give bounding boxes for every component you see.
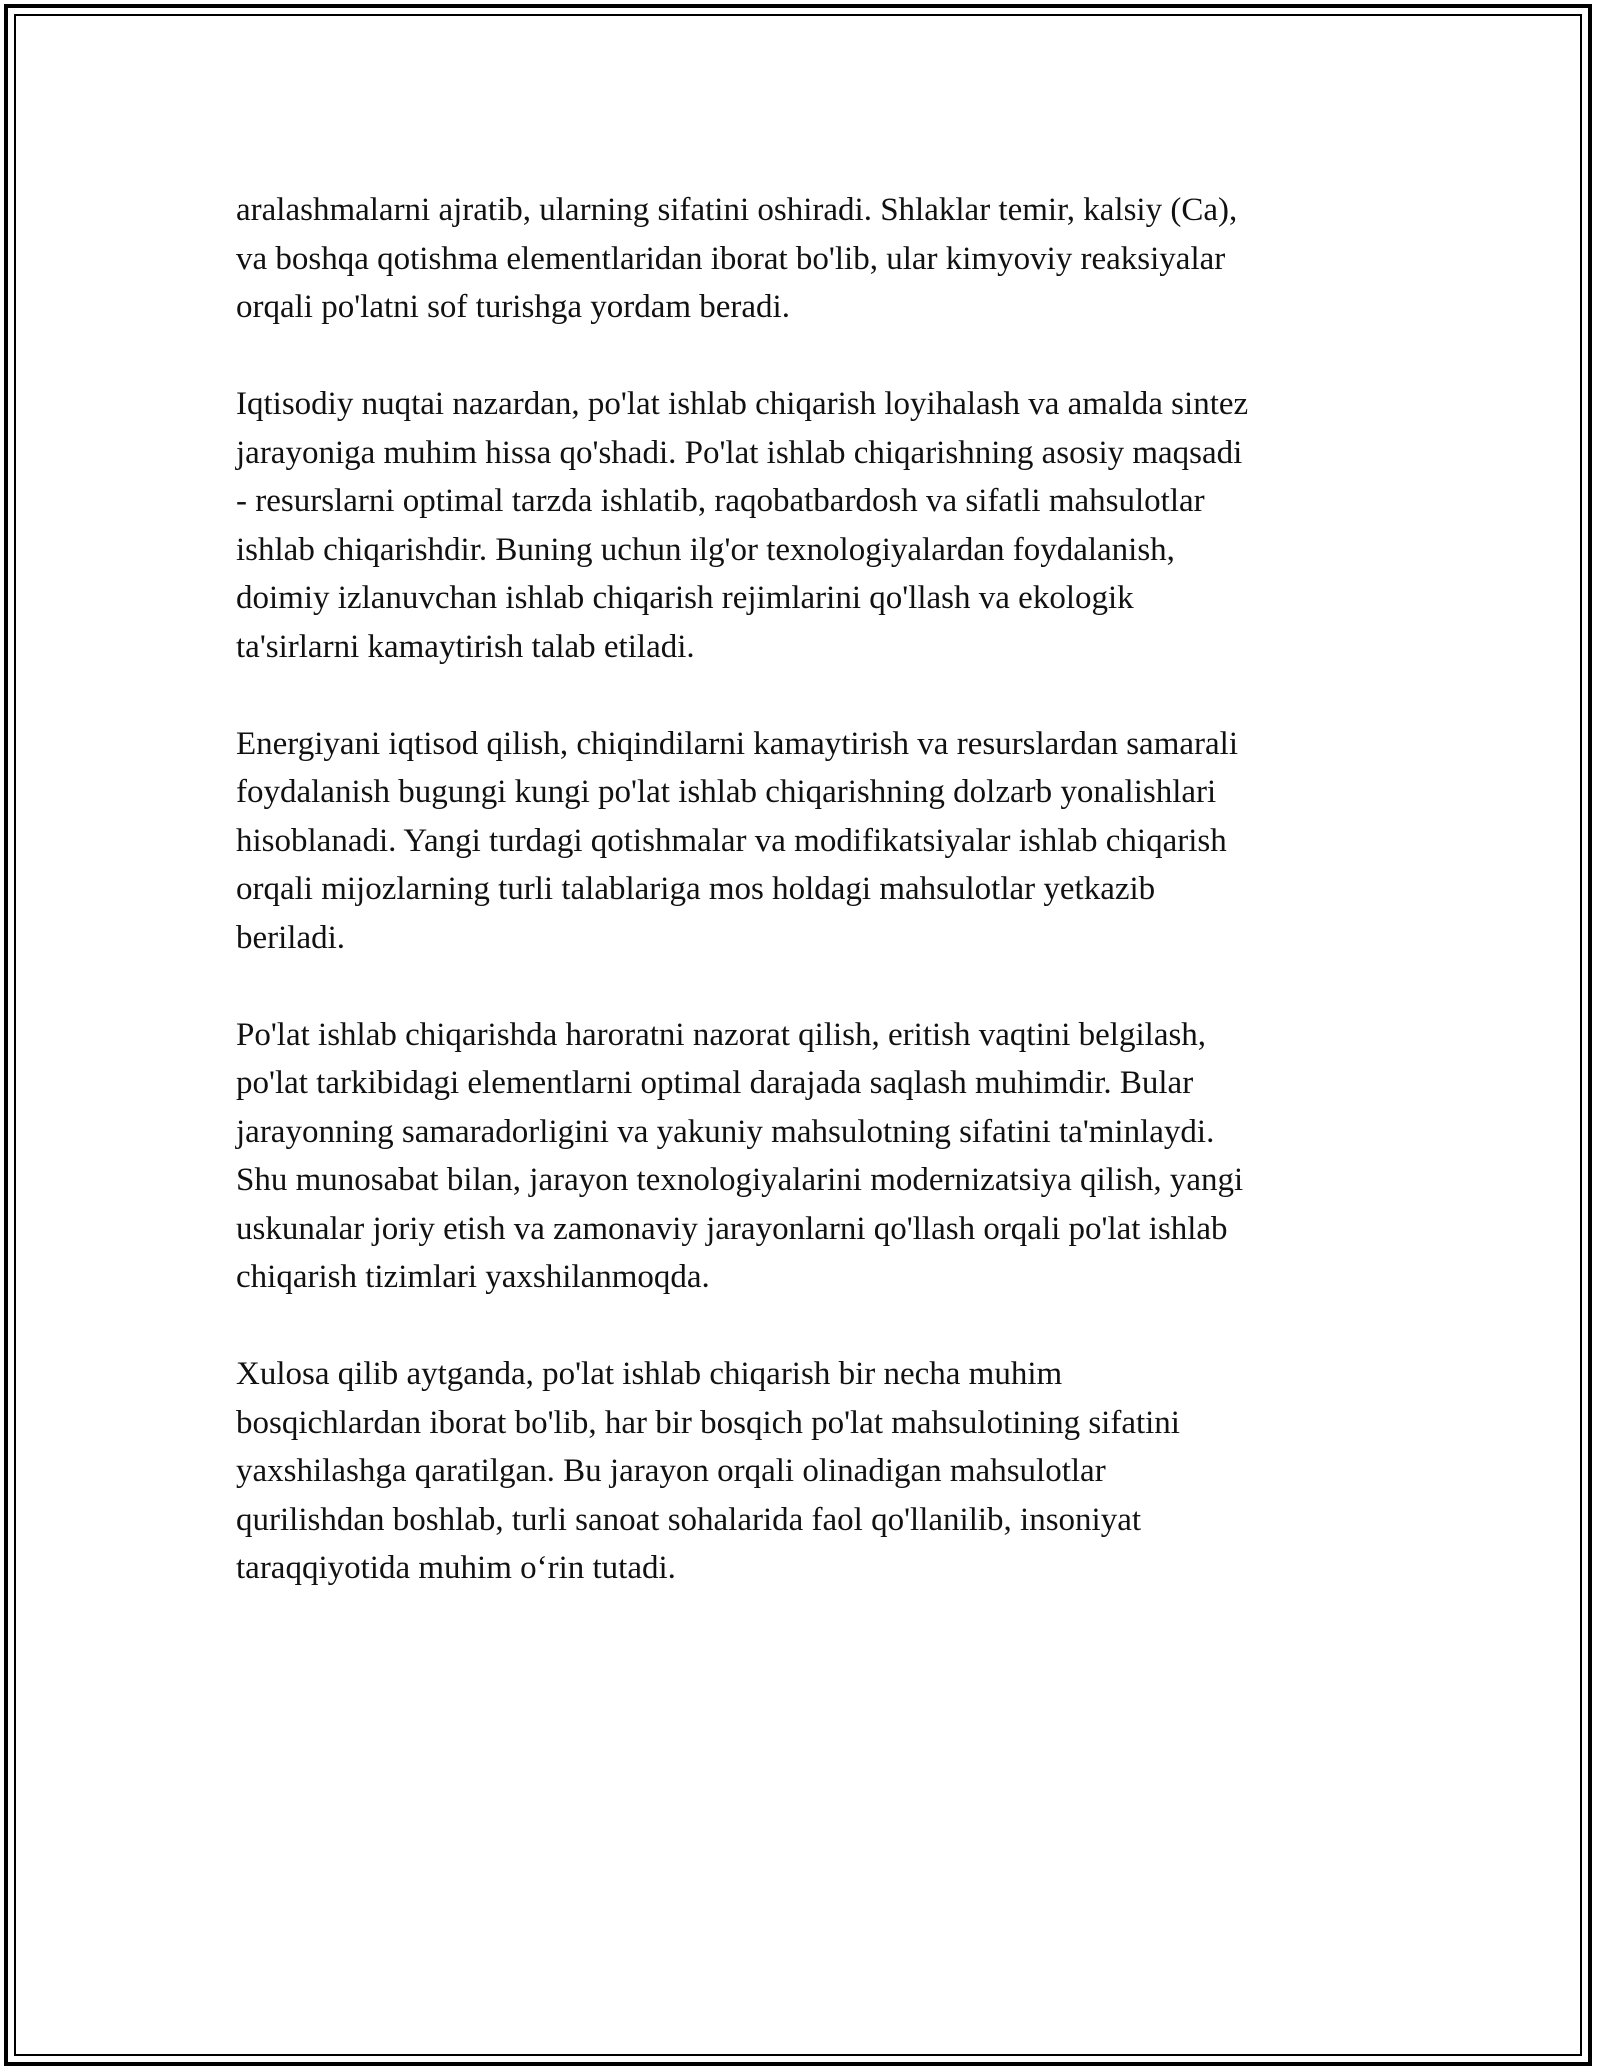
paragraph-conclusion: Xulosa qilib aytganda, po'lat ishlab chiqarish bir necha muhim bosqichlardan iborat bo'lib, har bir bosqich po'lat mahsulotining sifatini yaxshilashga qaratilgan. Bu jarayon orqali olinadigan mahsulotlar qurilishdan boshlab, turli sanoat sohalarida faol qo'llanilib, insoniyat taraqqiyotida muhim o‘rin tutadi. xyxy=(236,1356,1180,1586)
paragraph-economic-view: Iqtisodiy nuqtai nazardan, po'lat ishlab chiqarish loyihalash va amalda sintez jarayoniga muhim hissa qo'shadi. Po'lat ishlab chiqarishning asosiy maqsadi - resurslarni optimal tarzda ishlatib, raqobatbardosh va sifatli mahsulotlar ishlab chiqarishdir. Buning uchun ilg'or texnologiyalardan foydalanish, doimiy izlanuvchan ishlab chiqarish rejimlarini qo'llash va ekologik ta'sirlarni kamaytirish talab etiladi. xyxy=(236,386,1249,665)
paragraph-temperature-control: Po'lat ishlab chiqarishda haroratni nazorat qilish, eritish vaqtini belgilash, po'lat tarkibidagi elementlarni optimal darajada saqlash muhimdir. Bular jarayonning samaradorligini va yakuniy mahsulotning sifatini ta'minlaydi. Shu munosabat bilan, jarayon texnologiyalarini modernizatsiya qilish, yangi uskunalar joriy etish va zamonaviy jarayonlarni qo'llash orqali po'lat ishlab chiqarish tizimlari yaxshilanmoqda. xyxy=(236,1016,1244,1295)
paragraph-slag-refining: aralashmalarni ajratib, ularning sifatini oshiradi. Shlaklar temir, kalsiy (Ca), va boshqa qotishma elementlaridan iborat bo'lib, ular kimyoviy reaksiyalar orqali po'latni sof turishga yordam beradi. xyxy=(236,192,1238,325)
document-body xyxy=(236,186,1366,1593)
paragraph-energy-saving: Energiyani iqtisod qilish, chiqindilarni kamaytirish va resurslardan samarali foydalanish bugungi kungi po'lat ishlab chiqarishning dolzarb yonalishlari hisoblanadi. Yangi turdagi qotishmalar va modifikatsiyalar ishlab chiqarish orqali mijozlarning turli talablariga mos holdagi mahsulotlar yetkazib beriladi. xyxy=(236,725,1238,956)
